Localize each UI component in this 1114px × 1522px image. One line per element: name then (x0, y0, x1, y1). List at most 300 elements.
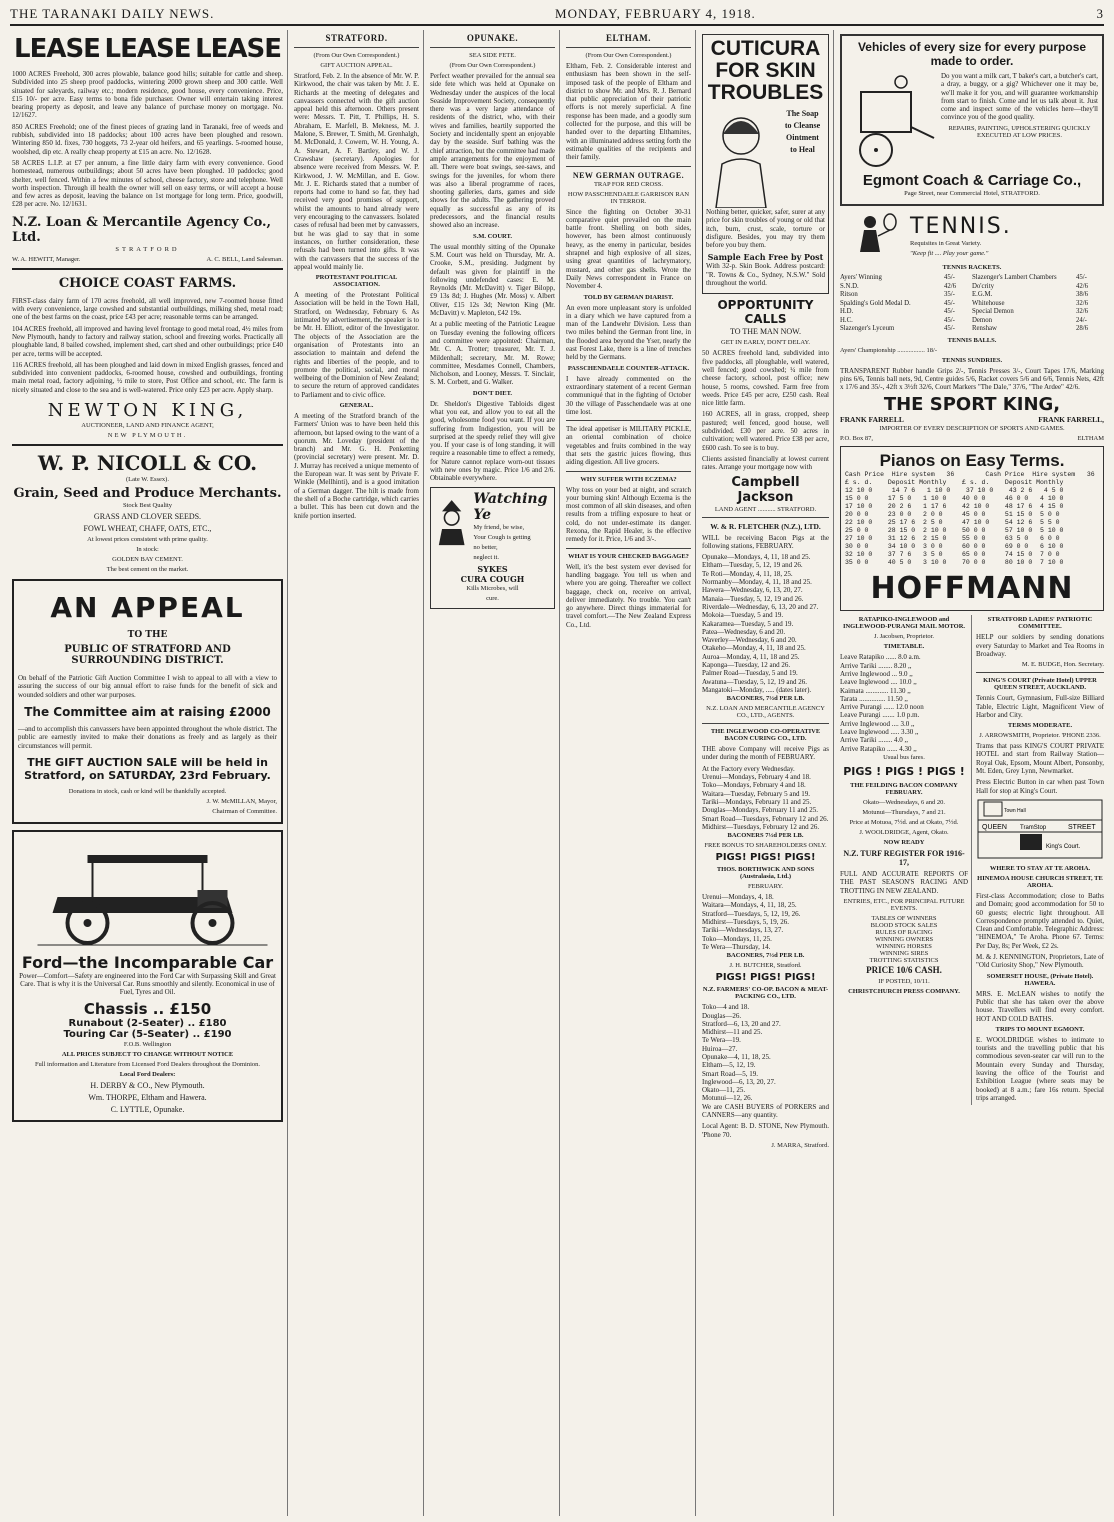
hoffmann-logo: HOFFMANN (870, 571, 1074, 607)
racket-row (840, 317, 1104, 326)
stratford-subhead: GENERAL. (339, 401, 374, 409)
racket-cell: 28/6 (1076, 325, 1089, 332)
outrage-article: I have already commented on the extraordinary statement of a recent German communiqué that in the fighting of October 30 the village of Passchendaele was at one time lost. (566, 374, 691, 416)
racket-row (840, 274, 1104, 283)
ford-touring: Touring Car (5-Seater) .. £190 (63, 1028, 232, 1040)
pianos-row: 20 0 0 23 0 0 2 0 0 45 0 0 51 15 0 5 0 0 (845, 511, 1060, 519)
ford-dealer: Wm. THORPE, Eltham and Hawera. (88, 1092, 207, 1102)
nicoll-name: W. P. NICOLL & CO. (37, 451, 258, 476)
appeal-body-2: —and to accomplish this canvassers have been appointed throughout the whole district. The public are earnestly invited to make their donations as freely and as largely as their circumstances will permit. (18, 724, 277, 750)
pianos-row: 12 10 0 14 7 6 1 10 0 37 10 0 43 2 6 4 5 0 (845, 487, 1064, 495)
farmers-schedule-line: Eltham—5, 12, 19. (702, 1061, 756, 1070)
balls-line: Ayers' Championship ................. 18/- (840, 346, 937, 354)
hinemoa-title: HINEMOA HOUSE CHURCH STREET, TE AROHA. (977, 874, 1103, 889)
inglewood-schedule-line: At the Factory every Wednesday. (702, 764, 795, 773)
mail-schedule-line: Tarata ............... 11.50 ,, (840, 694, 908, 703)
kings-body: Tennis Court, Gymnasium, Full-size Billiard Table, Electric Light, Magnificent View of Harbor and City. (976, 694, 1104, 719)
eczema-heading: WHY SUFFER WITH ECZEMA? (580, 475, 677, 483)
mail-schedule-line: Arrive Tariki ........ 8.20 ,, (840, 661, 912, 670)
fletcher-schedule (702, 553, 829, 694)
nicoll-line: The best cement on the market. (106, 566, 189, 574)
racket-cell: Ayers' Winning (840, 274, 882, 281)
stratford-from: (From Our Own Correspondent.) (313, 52, 400, 59)
cuticura-sample: Sample Each Free by Post (707, 252, 824, 263)
pianos-header: Cash Price Hire system 36 Cash Price Hire system 36 (845, 471, 1095, 479)
opportunity-item: 160 ACRES, all in grass, cropped, sheep pastured; well fenced, good house, well subdivided. £30 per acre. 50 acres in cultivation; well watered. Price £38 per acre, £600 cash. To see is to buy. (702, 410, 829, 452)
opportunity-sub: TO THE MAN NOW. (730, 327, 801, 337)
racket-cell: 38/6 (1076, 291, 1089, 298)
column-1 (8, 30, 288, 1516)
map-street-label: STREET (1068, 823, 1096, 831)
borthwick-schedule (702, 893, 829, 951)
fletcher-schedule-line: Waverley—Wednesday, 6 and 20. (702, 636, 797, 645)
ford-info: Full information and Literature from Licensed Ford Dealers throughout the Dominion. (34, 1060, 261, 1068)
eltham-from: (From Our Own Correspondent.) (585, 52, 672, 59)
opportunity-title: OPPORTUNITY CALLS (717, 298, 814, 327)
sykes-brand: SYKES (477, 563, 508, 574)
sykes-ad (430, 487, 555, 609)
appeal-sale: THE GIFT AUCTION SALE will be held in Stratford, on SATURDAY, 23rd February. (24, 755, 271, 782)
mail-proprietor: J. Jacobsen, Proprietor. (873, 633, 935, 641)
pianos-table (845, 479, 1099, 567)
turf-post: IF POSTED, 10/11. (878, 977, 930, 985)
hinemoa-body: First-class Accommodation; close to Baths and Domain; good accommodation for 50 to 60 guests; electric light throughout. All Correspondence promptly attended to. Quiet, Clean and Comfortable. Telegraphic Address: "HINEMOA," Te Aroha. Phone 67. Terms: Per Day, 8s; Per Week, £2 2s. (976, 891, 1104, 950)
racket-cell: H.D. (840, 308, 854, 315)
ford-fob: F.O.B. Wellington (123, 1040, 172, 1048)
opunake-heading: OPUNAKE. (466, 33, 519, 43)
racket-cell: Spalding's Gold Medal D. (840, 299, 911, 307)
racket-cell: Demon (972, 316, 993, 324)
lower-right-ads (976, 615, 1104, 1105)
masthead-title: THE TARANAKI DAILY NEWS. (10, 6, 215, 21)
fletcher-schedule-line: Mangatoki—Monday, ..... (dates later). (702, 685, 812, 694)
farmers-schedule-line: Stratford—6, 13, 20 and 27. (702, 1019, 781, 1028)
ford-body: Power—Comfort—Safety are engineered into the Ford Car with Surpassing Skill and Great Care. That is why it is the Universal Car. Runs smoothly and silently. Economical in use of Fuel, Tyres and Oil. (19, 971, 276, 997)
kings-court-map (976, 798, 1104, 860)
pianos-row: 32 10 0 37 7 6 3 5 0 65 0 0 74 15 0 7 0 0 (845, 551, 1060, 559)
sykes-line: My friend, be wise, (473, 523, 525, 531)
lease-heading (14, 34, 281, 64)
cuticura-address: With 32-p. Skin Book. Address postcard: "R. Towns & Co., Sydney, N.S.W." Sold throughout the world. (706, 262, 825, 288)
cuticura-side: Ointment (786, 133, 819, 142)
fletcher-title: W. & R. FLETCHER (N.Z.), LTD. (710, 521, 821, 531)
column-5-ads (698, 30, 834, 1516)
woman-portrait-icon (706, 108, 776, 208)
borthwick-schedule-line: Toko—Mondays, 11, 25. (702, 934, 772, 943)
racket-cell: H.C. (840, 316, 853, 324)
agency-staff (12, 256, 283, 263)
inglewood-schedule-line: Douglas—Mondays, February 11 and 25. (702, 806, 819, 815)
ford-chassis: Chassis .. £150 (83, 999, 212, 1018)
ladies-title: STRATFORD LADIES' PATRIOTIC COMMITTEE. (987, 616, 1093, 631)
trips-title: TRIPS TO MOUNT EGMONT. (995, 1025, 1085, 1033)
choice-item: FIRST-class dairy farm of 170 acres freehold, all well improved, new 7-roomed house fitted with every convenience, large cowshed and substantial outbuildings, milking shed, metal road; one of the best farms on the coast, price £43 per acre; reasonable terms can be arranged. (12, 296, 283, 322)
inglewood-schedule (702, 765, 829, 831)
pickle-ad: The ideal appetiser is MILITARY PICKLE, an oriental combination of choice vegetables and fruits combined in the way that sets the gastric juices flowing, thus aiding digestion. All live grocers. (566, 425, 691, 467)
feilding-title: THE FEILDING BACON COMPANY FEBRUARY. (850, 781, 958, 796)
farrell-left: FRANK FARRELL (840, 415, 904, 425)
inglewood-body: THE above Company will receive Pigs as under during the month of FEBRUARY. (702, 745, 829, 762)
sport-king: THE SPORT KING, (883, 394, 1061, 416)
fletcher-schedule-line: Otakeho—Monday, 4, 11, 18 and 25. (702, 644, 806, 653)
fletcher-schedule-line: Auroa—Monday, 4, 11, 18 and 25. (702, 652, 800, 661)
fletcher-schedule-line: Kakaramea—Tuesday, 5 and 19. (702, 619, 794, 628)
stratford-heading: STRATFORD. (325, 33, 388, 43)
racket-cell: E.G.M. (972, 291, 993, 298)
borthwick-schedule-line: Stratford—Tuesdays, 5, 12, 19, 26. (702, 909, 801, 918)
ford-dealer: C. LYTTLE, Opunake. (110, 1104, 185, 1114)
cuticura-side: The Soap (786, 109, 819, 118)
farmers-schedule-line: Smart Road—5, 19. (702, 1069, 758, 1078)
pianos-row: 35 0 0 40 5 0 3 10 0 70 0 0 80 10 0 7 10 0 (845, 559, 1064, 567)
ladies-sign: M. E. BUDGE, Hon. Secretary. (1021, 661, 1104, 669)
turf-title: N.Z. TURF REGISTER FOR 1916-17, (843, 848, 965, 867)
farmers-title: N.Z. FARMERS' CO-OP. BACON & MEAT-PACKING CO., LTD. (702, 986, 829, 1001)
borthwick-month: FEBRUARY. (747, 883, 784, 891)
pianos-row: 22 10 0 25 17 6 2 5 0 47 10 0 54 12 6 5 5 0 (845, 519, 1060, 527)
tennis-header (840, 212, 1104, 262)
appeal-to: TO THE (127, 630, 168, 641)
ford-dealers-title: Local Ford Dealers: (119, 1070, 176, 1078)
mail-timetable: TIMETABLE. (883, 643, 925, 651)
pigs-banner: PIGS ! PIGS ! PIGS ! (843, 764, 965, 778)
map-tram-label: TramStop (1020, 824, 1047, 831)
masthead (10, 4, 1104, 26)
ladies-body: HELP our soldiers by sending donations every Saturday to Market and Tea Rooms in Broadway. (976, 633, 1104, 658)
opportunity-item: 50 ACRES freehold land, subdivided into five paddocks, all ploughable, well watered, well fenced; good cowshed; ¼ mile from cheese factory, school, post office; new house, 5 rooms, cowshed. Farm free from weeds. Price £45 per acre, £250 cash. Real nice little farm. (702, 349, 829, 408)
mail-schedule-line: Kaimata ............. 11.30 ,, (840, 686, 911, 695)
cuticura-ad (702, 34, 829, 294)
fletcher-schedule-line: Palmer Road—Tuesday, 5 and 19. (702, 669, 798, 678)
turf-list-item: BLOOD STOCK SALES (870, 921, 938, 929)
racket-cell: 45/- (1076, 274, 1087, 281)
stratford-article: A meeting of the Stratford branch of the Farmers' Union was to have been held this afternoon, but lapsed owing to the want of a quorum. Mr. Loveday (president of the branch) and Mr. G. H. Penketting (provincial secretary) were present. Mr. D. J. Murray has received a unique memento of the European war. It was sent by Private F. Winkle (Mellhinti), and is a good imitation of a German dagger. The hilt is made from the shell of a Boche cartridge, which carries a bullet. This has been cut down and the knife portion inserted. (294, 411, 419, 520)
racket-cell: Whitehouse (972, 299, 1005, 307)
turf-list-item: WINNING HORSES (876, 942, 932, 950)
racket-cell: Ritson (840, 291, 858, 298)
borthwick-title: THOS. BORTHWICK AND SONS (Australasia, Ltd.) (716, 866, 815, 881)
racket-row (840, 325, 1104, 334)
kings-trams: Trams that pass KING'S COURT PRIVATE HOTEL and start from Railway Station—Royal Oak, Epsom, Mount Albert, Ponsonby, Mt. Eden, Grey Lynn, Newmarket. (976, 742, 1104, 776)
inglewood-schedule-line: Smart Road—Tuesdays, February 12 and 26. (702, 814, 829, 823)
fletcher-baconers: BACONERS, 7½d PER LB. (726, 695, 805, 703)
lease-item: 850 ACRES Freehold; one of the finest pieces of grazing land in Taranaki, free of weeds and rubbish, subdivided into 18 paddocks; about 100 acres have been ploughed and resown. Wintering 850 ld. fixes, 730 hoggets, 73 2-year old heifers, and 65 yearlings. 5-roomed house, woolshed, dip etc. A really cheap property at £15 an acre. No. 12/1628. (12, 122, 283, 156)
tennis-player-icon (840, 212, 900, 262)
lease-word: LEASE (195, 34, 281, 64)
racket-cell: 32/6 (1076, 299, 1089, 307)
mail-schedule-line: Arrive Ratapiko ...... 4.30 ,, (840, 744, 917, 753)
turf-list-item: TABLES OF WINNERS (871, 914, 937, 922)
pianos-ad (840, 446, 1104, 611)
farmers-schedule-line: Te Wera—19. (702, 1036, 741, 1045)
nicoll-line: At lowest prices consistent with prime quality. (87, 536, 208, 544)
agency-salesman: A. C. BELL, Land Salesman. (206, 255, 283, 263)
farmers-marra: J. MARRA, Stratford. (771, 1141, 829, 1149)
outrage-article: An even more unpleasant story is unfolded in a diary which we have captured from a man of the Landwehr Division. Less than two miles behind the German front line, in the flooded area beyond the Yser, nearly the east Forest Lake, there is a line of trenches held by the Germans. (566, 303, 691, 362)
kings-title: KING'S COURT (Private Hotel) UPPER QUEEN STREET, AUCKLAND. (983, 677, 1097, 692)
fletcher-body: WILL be receiving Bacon Pigs at the following stations, FEBRUARY. (702, 533, 829, 550)
somerset-body: MRS. E. McLEAN wishes to notify the Public that she has taken over the above house. Travellers will find every comfort. HOT AND COLD BATHS. (976, 989, 1104, 1023)
ford-dealer: H. DERBY & CO., New Plymouth. (90, 1080, 205, 1090)
fletcher-schedule-line: Eltham—Tuesday, 5, 12, 19 and 26. (702, 561, 803, 570)
sykes-line: cure. (486, 594, 499, 602)
turf-list-item: TROTTING STATISTICS (869, 956, 939, 964)
racket-cell: 35/- (944, 291, 955, 298)
turf-body: FULL AND ACCURATE REPORTS OF THE PAST SEASON'S RACING AND TROTTING IN NEW ZEALAND. (840, 869, 968, 895)
ford-ad (12, 830, 283, 1122)
farmers-schedule-line: Toko—4 and 18. (702, 1003, 750, 1012)
inglewood-price: BACONERS 7½d PER LB. (727, 832, 804, 840)
lower-left-ads (840, 615, 972, 1105)
tennis-slogan: "Keep fit .... Play your game." (910, 250, 989, 257)
campbell-jackson: Campbell Jackson (731, 474, 800, 505)
borthwick-schedule-line: Urenui—Mondays, 4, 18. (702, 893, 774, 902)
mail-schedule-line: Arrive Inglewood ... 9.0 ,, (840, 669, 913, 678)
pigs-banner: PIGS! PIGS! PIGS! (715, 972, 816, 984)
opunake-from: (From Our Own Correspondent.) (449, 62, 536, 69)
ford-car-illustration (17, 835, 278, 953)
policeman-icon (434, 491, 469, 551)
inglewood-title: THE INGLEWOOD CO-OPERATIVE BACON CURING CO., LTD. (710, 728, 821, 743)
mail-schedule (840, 653, 968, 753)
fletcher-schedule-line: Kaponga—Tuesday, 12 and 26. (702, 660, 791, 669)
fletcher-schedule-line: Te Roti—Monday, 4, 11, 18, 25. (702, 569, 793, 578)
coach-name: Egmont Coach & Carriage Co., (862, 172, 1082, 189)
lease-word: LEASE (14, 34, 100, 64)
sykes-line: no better, (473, 543, 498, 551)
mail-fares: Usual bus fares. (883, 753, 925, 761)
cuticura-side: to Cleanse (784, 121, 821, 130)
turf-list (840, 915, 968, 964)
racket-cell: Renshaw (972, 325, 997, 332)
map-kings-label: King's Court. (1046, 843, 1081, 850)
turf-list-item: WINNING OWNERS (874, 935, 934, 943)
fletcher-schedule-line: Mokoia—Tuesday, 5 and 19. (702, 611, 784, 620)
kings-press: Press Electric Button in car when past Town Hall for stop at King's Court. (976, 778, 1104, 795)
farmers-note: We are CASH BUYERS of PORKERS and CANNERS—any quantity. (702, 1102, 829, 1120)
mail-title: RATAPIKO-INGLEWOOD and INGLEWOOD-PURANGI MAIL MOTOR. (842, 616, 966, 631)
turf-entries: ENTRIES, ETC., FOR PRINCIPAL FUTURE EVENTS. (843, 897, 965, 912)
inglewood-bonus: FREE BONUS TO SHAREHOLDERS ONLY. (704, 842, 827, 850)
borthwick-schedule-line: Te Wera—Thursday, 14. (702, 942, 771, 951)
nicoll-line: In stock: (136, 546, 159, 554)
racket-cell: Slazenger's Lyceum (840, 325, 895, 332)
appeal-donations: Donations in stock, cash or kind will be thankfully accepted. (68, 787, 227, 795)
cart-illustration (846, 72, 936, 172)
mail-schedule-line: Arrive Tariki ........ 4.0 ,, (840, 736, 909, 745)
racket-cell: 32/6 (1076, 308, 1089, 315)
choice-coast-title: CHOICE COAST FARMS. (58, 275, 237, 291)
cuticura-title: CUTICURA FOR SKIN TROUBLES (707, 37, 824, 104)
rackets-table (840, 274, 1104, 334)
cuticura-text: Nothing better, quicker, safer, surer at any price for skin troubles of young or old that itch, burn, crust, scale, torture or disfigure. Besides, you may try them before you buy them. (706, 208, 825, 250)
appeal-body: On behalf of the Patriotic Gift Auction Committee I wish to appeal to all with a view to assuring the success of our big annual effort to raise funds for the benefit of sick and wounded soldiers and other war purposes. (18, 674, 277, 699)
pianos-row: 30 0 0 34 10 0 3 0 0 60 0 0 69 0 0 6 10 0 (845, 543, 1064, 551)
farrell-names (840, 415, 1104, 424)
sykes-line: Kills Microbes, will (466, 584, 519, 592)
farmers-schedule-line: Inglewood—6, 13, 20, 27. (702, 1077, 776, 1086)
mail-schedule-line: Leave Inglewood ..... 3.30 ,, (840, 728, 919, 737)
ford-prices-note: ALL PRICES SUBJECT TO CHANGE WITHOUT NOTICE (61, 1050, 234, 1058)
inglewood-schedule-line: Toko—Mondays, February 4 and 18. (702, 781, 806, 790)
racket-cell: 45/- (944, 299, 955, 307)
racket-cell: 45/- (944, 325, 955, 332)
balls-title: TENNIS BALLS. (947, 336, 997, 344)
choice-item: 104 ACRES freehold, all improved and having level frontage to good metal road, 4½ miles from New Plymouth, handy to factory and railway station, school and freezing works. Practically all ploughable land, 8 bailed cowshed, implement shed, cart shed and other outbuildings; price £40 per acre, terms will be accepted. (12, 324, 283, 358)
opunake-subhead: SEA SIDE FETE. (469, 52, 516, 59)
mail-schedule-line: Leave Purangi ....... 1.0 p.m. (840, 711, 920, 720)
farrell-box: P.O. Box 87, (840, 435, 874, 443)
turf-list-item: WINNING SIRES (879, 949, 929, 957)
feilding-line: Motunui—Thursdays, 7 and 21. (862, 808, 946, 816)
lower-ads-row (840, 615, 1104, 1105)
farmers-schedule-line: Motunui—12, 26. (702, 1094, 753, 1103)
sykes-line: Your Cough is getting (473, 533, 531, 541)
opunake-article: The usual monthly sitting of the Opunake S.M. Court was held on Thursday, Mr. A. Crooke, S.M., presiding. Judgment by default was given for plaintiff in the following undefended cases: E. M. Reynolds (Mr. McDavitt) v. Tiger Bilopp, £9 13s 8d; J. Hughes (Mr. Moss) v. Albert Oliver, £15 12s 3d; Newton King (Mr. McDavitt) v. Mapleton, £42 19s. (430, 242, 555, 318)
pianos-title: Pianos on Easy Terms. (879, 451, 1065, 471)
map-queen-label: QUEEN (982, 823, 1007, 831)
turf-price: PRICE 10/6 CASH. (866, 964, 942, 975)
inglewood-schedule-line: Waitara—Tuesday, February 5 and 19. (702, 789, 810, 798)
appeal-sign: J. W. McMILLAN, Mayor, (206, 797, 277, 805)
eltham-heading: ELTHAM. (606, 33, 651, 43)
farrell-sub: IMPORTER OF EVERY DESCRIPTION OF SPORTS AND GAMES. (879, 425, 1065, 433)
somerset-title: SOMERSET HOUSE, (Private Hotel). HAWERA. (986, 972, 1094, 987)
nicoll-stock: Stock Best Quality (122, 502, 173, 510)
newton-king-role: AUCTIONEER, LAND AND FINANCE AGENT, (81, 422, 214, 430)
farmers-schedule-line: Huiroa—27. (702, 1044, 738, 1053)
outrage-subhead: TOLD BY GERMAN DIARIST. (583, 293, 674, 301)
column-2-stratford (290, 30, 424, 1516)
inglewood-schedule-line: Tariki—Mondays, February 11 and 25. (702, 797, 812, 806)
stratford-article: A meeting of the Protestant Political Association will be held in the Town Hall, Stratford, on Wednesday, February 6. As intimated by advertisement, the speaker is to be Mr. H. Elliott, editor of the Investigator. The objects of the Association are the organisation of Protestants into an association to maintain and defend the rights and liberties of the people, and to promote the political, social, and moral wellbeing of the Dominion of New Zealand; to secure the return of approved candidates to Parliament and to civic office. (294, 291, 419, 399)
eczema-article: Why toss on your bed at night, and scratch your burning skin! Although Eczema is the most common of all skin diseases, and often results from a trifling exposure to heat or cold, do not under-estimate its danger. Rexona, the Rapid Healer, is the effective remedy for it. Price, 1/6 and 3/-. (566, 485, 691, 544)
fletcher-schedule-line: Normanby—Monday, 4, 11, 18 and 25. (702, 578, 812, 587)
racket-cell: Special Demon (972, 308, 1014, 315)
mail-schedule-line: Leave Ratapiko ...... 8.0 a.m. (840, 653, 921, 662)
pianos-row: 15 0 0 17 5 0 1 10 0 40 0 0 46 0 0 4 10 0 (845, 495, 1064, 503)
racket-cell: 45/- (944, 274, 955, 281)
fletcher-schedule-line: Awatuna—Tuesday, 5, 12, 19 and 26. (702, 677, 807, 686)
kings-terms: TERMS MODERATE. (1007, 722, 1073, 730)
farrell-right: FRANK FARRELL, (1038, 415, 1104, 425)
farmers-schedule (702, 1003, 829, 1103)
borthwick-agent: J. H. BUTCHER, Stratford. (729, 962, 802, 970)
farmers-schedule-line: Okato—11, 25. (702, 1086, 746, 1095)
newton-king-name: NEWTON KING, (47, 400, 248, 422)
opunake-subhead: S.M. COURT. (472, 232, 512, 240)
stratford-subhead: GIFT AUCTION APPEAL. (320, 62, 393, 69)
sundries-title: TENNIS SUNDRIES. (941, 356, 1003, 364)
eltham-article: Eltham, Feb. 2. Considerable interest and enthusiasm has been shown in the self-imposed task of the people of Eltham and district to show Mr. and Mrs. R. J. Bernard that public appreciation of their patriotic efforts is not merely superficial. A fine response has been made, and a goodly sum collected for the purpose, and this will be handed over to the departing Elthamites, with an illuminated address setting forth the estimable qualities of the recipients and their family. (566, 62, 691, 162)
coach-repairs: REPAIRS, PAINTING, UPHOLSTERING QUICKLY EXECUTED AT LOW PRICES. (948, 124, 1091, 139)
turf-press: CHRISTCHURCH PRESS COMPANY. (848, 987, 960, 995)
agency-town: STRATFORD (115, 245, 180, 253)
farrell-town: ELTHAM (1077, 435, 1104, 443)
nicoll-line: FOWL WHEAT, CHAFF, OATS, ETC., (83, 524, 212, 534)
racket-cell: 42/6 (1076, 282, 1089, 290)
opunake-article: Perfect weather prevailed for the annual sea side fete which was held at Opunake on Wednesday under the auspices of the local Seaside Improvement Society, consequently there was a very large attendance of residents of the district, who, with their wives and families, heartily supported the Society and incidentally spent an enjoyable day by the seaside. Surf bathing was the chief attraction, but the committee had made ample arrangements for the enjoyment of all. There were boat swings, see-saws, and swings for the juveniles, for whom there was also a liberal programme of races, shooting galleries, darts, games and side shows for the adults. The gathering proved equally as successful as any of its predecessors, and the financial results showed also an increase. (430, 72, 555, 230)
masthead-date: MONDAY, FEBRUARY 4, 1918. (555, 6, 756, 21)
appeal-public: PUBLIC OF STRATFORD AND SURROUNDING DISTRICT. (64, 644, 231, 667)
fletcher-schedule-line: Hawera—Wednesday, 6, 13, 20, 27. (702, 586, 803, 595)
outrage-subhead: HOW PASSCHENDAELE GARRISON RAN IN TERROR. (567, 190, 690, 205)
trips-body: E. WOOLDRIDGE wishes to intimate to tourists and the travelling public that his commodious seven-seater car will run to the Mountain every Sunday and Thursday, leaving the office of the Tourist and Exhibition League (where seats may be booked) at 8 a.m.; fare 16s return. Special trips arranged. (976, 1035, 1104, 1102)
racket-row (840, 291, 1104, 300)
stratford-subhead: PROTESTANT POLITICAL ASSOCIATION. (315, 274, 398, 289)
appeal-sign-2: Chairman of Committee. (212, 807, 277, 815)
farmers-schedule-line: Opunake—4, 11, 18, 25. (702, 1053, 771, 1061)
racket-cell: 24/- (1076, 316, 1087, 324)
appeal-title: AN APPEAL (50, 591, 245, 625)
lease-item: 58 ACRES L.I.P. at £7 per annum, a fine little dairy farm with every convenience. Good homestead, numerous outbuildings; about 50 acres have been ploughed. 10 paddocks; good shelter, well fenced. Within a few minutes of school, cheese factory, store and telephone. Well worth inspection. Through ill health the owner will sell on easy terms, or will accept a house and few acres as deposit, leaving the balance on 1st mortgage for long term. Price, goodwill, £28 per acre. No. 12/1631. (12, 158, 283, 209)
fletcher-agents: N.Z. LOAN AND MERCANTILE AGENCY CO., LTD., AGENTS. (706, 705, 825, 720)
farmers-schedule-line: Douglas—26. (702, 1011, 742, 1020)
pianos-row: £ s. d. Deposit Monthly £ s. d. Deposit Monthly (845, 479, 1064, 487)
fletcher-schedule-line: Manaia—Tuesday, 5, 12, 19 and 26. (702, 594, 804, 603)
outrage-subhead: TRAP FOR RED CROSS. (593, 180, 664, 188)
racket-cell: 45/- (944, 308, 955, 315)
agency-manager: W. A. HEWITT, Manager. (12, 255, 81, 263)
farmers-schedule-line: Midhirst—11 and 25. (702, 1028, 763, 1037)
outrage-heading: NEW GERMAN OUTRAGE. (572, 170, 685, 180)
rackets-title: TENNIS RACKETS. (942, 264, 1002, 271)
turf-now: NOW READY (883, 838, 925, 846)
feilding-sign: J. WOOLDRIDGE, Agent, Okato. (859, 828, 949, 836)
turf-list-item: RULES OF RACING (875, 928, 933, 936)
farrell-footer (840, 435, 1104, 442)
ford-runabout: Runabout (2-Seater) .. £180 (68, 1017, 227, 1029)
racket-cell: S.N.D. (840, 282, 859, 290)
farmers-agent: Local Agent: B. D. STONE, New Plymouth. 'Phone 70. (702, 1122, 829, 1139)
cuticura-side: to Heal (790, 145, 815, 154)
inglewood-schedule-line: Urenui—Mondays, February 4 and 18. (702, 773, 811, 782)
feilding-line: Okato—Wednesdays, 6 and 20. (863, 798, 945, 806)
column-6-ads (836, 30, 1108, 1516)
sykes-line: neglect it. (473, 553, 499, 561)
baggage-article: Well, it's the best system ever devised for handling baggage. You tell us when and where you are going. Thereafter we collect baggage, check on, receive on arrival, deliver immediately. No trouble. You can't go anywhere. Direct things immaterial for travel comfort.—The New Zealand Express Co., Ltd. (566, 562, 691, 629)
opunake-article: At a public meeting of the Patriotic League on Tuesday evening the following officers and committee were appointed: Chairman, Mr. C. A. Trotter; treasurer, Mr. T. J. Mildenhall; secretary, Mr. M. Rowe; committee, Mesdames Connell, Chambers, Nicholson, and Looney, Messrs. T. Sinclair, S. M. Corbett, and G. Walker. (430, 320, 555, 387)
newton-king-town: NEW PLYMOUTH. (107, 432, 188, 440)
coach-ad (840, 34, 1104, 206)
baggage-heading: WHAT IS YOUR CHECKED BAGGAGE? (568, 552, 689, 560)
feilding-price: Price at Motuoa, 7½d. and at Okato, 7½d. (849, 818, 959, 826)
column-3-opunake (426, 30, 560, 1516)
appeal-aim: The Committee aim at raising £2000 (24, 704, 271, 719)
racket-row (840, 283, 1104, 292)
ford-title: Ford—the Incomparable Car (21, 952, 274, 972)
inglewood-schedule-line: Midhirst—Tuesdays, February 12 and 26. (702, 822, 820, 831)
lease-item: 1000 ACRES Freehold, 300 acres plowable, balance good hills; suitable for cattle and sheep. Subdivided into 25 sheep proof paddocks, wintering 2000 grown sheep and 300 cattle. Well situated for saleyards, railway etc.; modern residence, good house, every convenience. Price, £15 10/- per acre. Easy terms to bona fide purchaser. Owner will entertain taking interest bearing property as deposit, and leave any balance of purchase money on mortgage. No. 12/1627. (12, 70, 283, 120)
sykes-headline: Watching Ye (473, 490, 548, 523)
agency-name: N.Z. Loan & Mercantile Agency Co., Ltd. (12, 214, 272, 245)
opportunity-clients: Clients assisted financially at lowest current rates. Arrange your mortgage now with (702, 454, 829, 472)
tennis-requisites: Requisites in Great Variety. (910, 240, 982, 247)
tennis-title: TENNIS. (910, 214, 1012, 239)
kings-proprietor: J. ARROWSMITH, Proprietor. 'PHONE 2336. (979, 732, 1101, 740)
opportunity-early: GET IN EARLY, DON'T DELAY. (721, 339, 810, 347)
fletcher-schedule-line: Riverdale—Wednesday, 6, 13, 20 and 27. (702, 602, 819, 611)
nicoll-line: GOLDEN BAY CEMENT. (112, 556, 183, 564)
nicoll-late: (Late W. Essex). (126, 476, 169, 484)
fletcher-schedule-line: Opunake—Mondays, 4, 11, 18 and 25. (702, 553, 811, 562)
mail-schedule-line: Arrive Purangi ...... 12.0 noon (840, 703, 924, 712)
aroha-title: WHERE TO STAY AT TE AROHA. (989, 864, 1091, 872)
stratford-article: Stratford, Feb. 2. In the absence of Mr. W. P. Kirkwood, the chair was taken by Mr. J. E. Richards at the meeting of delegates and canvassers connected with the gift auction appeal held this afternoon. Others present were: Messrs. T. Pitt, T. Phillips, H. S. Abraham, E. Marfell, B. Mekness, M. J. Malone, S. Brewer, T. Smith, M. Grenhalgh, M. McDonald, J. Cowern, W. H. Young, A. A. Stewart, A. F. Bartley, and W. J. Crawshaw (secretary). Apologies for absence were received from Messrs. W. P. Kirkwood, J. W. McMillan, and E. Gow. Mr. J. E. Richards stated that a number of reports had come to hand so far, they had received very good promises of support, whilst the amounts to hand already were very encouraging to the canvassers. Isolated cases of refusal had been met by canvassers, but he was glad to say that in some instances, on further consideration, these refusals had been turned into gifts. It was with the canvassers that the success of the appeal would mainly lie. (294, 72, 419, 271)
coach-address: Page Street, near Commercial Hotel, STRATFORD. (904, 190, 1040, 197)
mail-schedule-line: Leave Inglewood .... 10.0 ,, (840, 678, 917, 687)
choice-item: 116 ACRES freehold, all has been ploughed and laid down in mixed English grasses, fenced and subdivided into convenient paddocks, 6-roomed house, cowshed and outbuildings, fronting main metal road, factory adjoining, ½ mile to store, Post Office and school, etc. The farm is nicely situated and close to the sea and is well-watered. Price only £23 per acre. Apply sharp. (12, 360, 283, 394)
